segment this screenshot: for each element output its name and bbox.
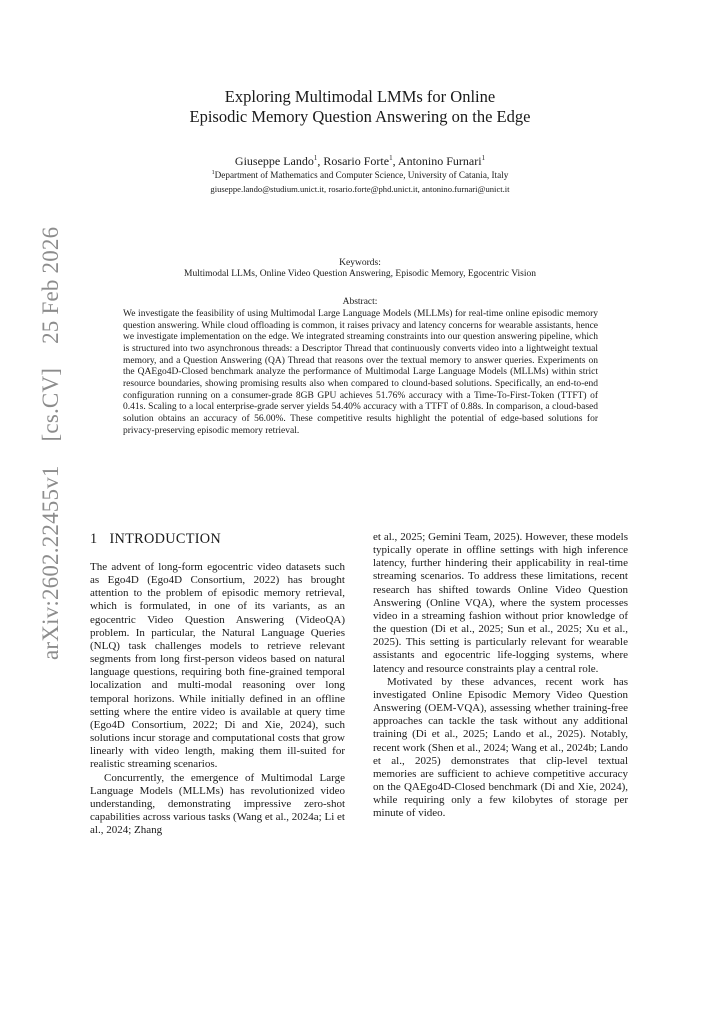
section-heading: [90, 531, 345, 548]
section-title: INTRODUCTION: [109, 531, 222, 547]
affiliation-text: Department of Mathematics and Computer Science, University of Catania, Italy: [214, 170, 509, 180]
section-number: 1: [90, 531, 98, 547]
abstract-heading: Abstract:: [342, 297, 378, 307]
arxiv-category: [cs.CV]: [38, 367, 63, 442]
author-affil-marker: 1: [313, 154, 318, 162]
paper-title: [0, 87, 720, 127]
author: [398, 154, 485, 168]
keywords-text: Multimodal LLMs, Online Video Question Answering, Episodic Memory, Egocentric Vision: [184, 269, 536, 279]
author-name: Giuseppe Lando: [234, 154, 314, 168]
paragraph: Concurrently, the emergence of Multimodal Large Language Models (MLLMs) has revolutionized video understanding, demonstrating impressive zero-shot capabilities across various tasks (Wang et al., 2024a; Li et al., 2024; Zhang: [90, 771, 345, 837]
arxiv-date: 25 Feb 2026: [38, 226, 63, 344]
paragraph: The advent of long-form egocentric video datasets such as Ego4D (Ego4D Consortium, 2022) has brought attention to the problem of episodic memory retrieval, which is formulated, in one of its variants, as an egocentric Video Question Answering (VideoQA) problem. In particular, the Natural Language Queries (NLQ) task challenges models to retrieve relevant segments from long first-person videos based on natural language questions, requiring both fine-grained temporal localization and multi-modal reasoning over long temporal horizons. While initially defined in an offline setting where the entire video is available at query time (Ego4D Consortium, 2022; Di and Xie, 2024), such solutions incur storage and computational costs that grow linearly with video length, making them ill-suited for realistic streaming scenarios.: [90, 561, 345, 771]
body-column-left: [90, 531, 345, 837]
paragraph: Motivated by these advances, recent work has investigated Online Episodic Memory Video Question Answering (OEM-VQA), assessing whether training-free approaches can tackle the task without any additional training (Di et al., 2025; Lando et al., 2025). Notably, recent work (Shen et al., 2024; Wang et al., 2024b; Lando et al., 2025) demonstrates that clip-level textual memories are sufficient to achieve competitive accuracy on the QAEgo4D-Closed benchmark (Di and Xie, 2024), while requiring only a few kilobytes of storage per minute of video.: [373, 675, 628, 820]
paper-title-line-1: Exploring Multimodal LMMs for Online: [224, 87, 496, 106]
author-affil-marker: 1: [389, 154, 393, 162]
author-affil-marker: 1: [481, 154, 486, 162]
author-separator: ,: [392, 154, 398, 168]
abstract-text: We investigate the feasibility of using Multimodal Large Language Models (MLLMs) for real-time online episodic memory question answering. While cloud offloading is common, it raises privacy and latency concerns for wearable assistants, hence we investigate implementation on the edge. We integrated streaming constraints into our question answering pipeline, which is structured into two asynchronous threads: a Descriptor Thread that continuously converts video into a lightweight textual memory, and a Question Answering (QA) Thread that reasons over the textual memory to answer queries. Experiments on the QAEgo4D-Closed benchmark analyze the performance of Multimodal Large Language Models (MLLMs) within strict resource boundaries, showing promising results also when compared to clound-based solutions. Specifically, an end-to-end configuration running on a consumer-grade 8GB GPU achieves 51.76% accuracy with a Time-To-First-Token (TTFT) of 0.41s. Scaling to a local enterprise-grade server yields 54.40% accuracy with a TTFT of 0.88s. In comparison, a cloud-based solution obtains an accuracy of 56.00%. These competitive results highlight the potential of edge-based solutions for privacy-preserving episodic memory retrieval.: [123, 309, 598, 436]
author: [235, 154, 323, 168]
author-name: Rosario Forte: [323, 154, 390, 168]
paragraph: et al., 2025; Gemini Team, 2025). However, these models typically operate in offline settings with high inference latency, further hindering their applicability in real-time streaming scenarios. To address these limitations, recent research has shifted towards Online Video Question Answering (Online VQA), where the system processes video in a streaming fashion without prior knowledge of the question (Di et al., 2025; Sun et al., 2025; Xu et al., 2025). This setting is particularly relevant for wearable assistants and egocentric life-logging systems, where latency and resource constraints play a central role.: [373, 531, 628, 675]
arxiv-stamp: [38, 227, 64, 660]
author-name: Antonino Furnari: [397, 154, 482, 168]
author-list: [0, 154, 720, 168]
author: [323, 154, 398, 168]
author-separator: ,: [317, 154, 324, 168]
arxiv-id: arXiv:2602.22455v1: [38, 465, 63, 660]
affiliation: [0, 170, 720, 181]
affiliation-marker: 1: [211, 170, 215, 176]
keywords-heading: Keywords:: [339, 258, 381, 268]
paper-title-line-2: Episodic Memory Question Answering on the Edge: [189, 107, 531, 126]
body-column-right: [373, 531, 628, 820]
author-emails: giuseppe.lando@studium.unict.it, rosario.forte@phd.unict.it, antonino.furnari@unict.it: [210, 184, 510, 194]
